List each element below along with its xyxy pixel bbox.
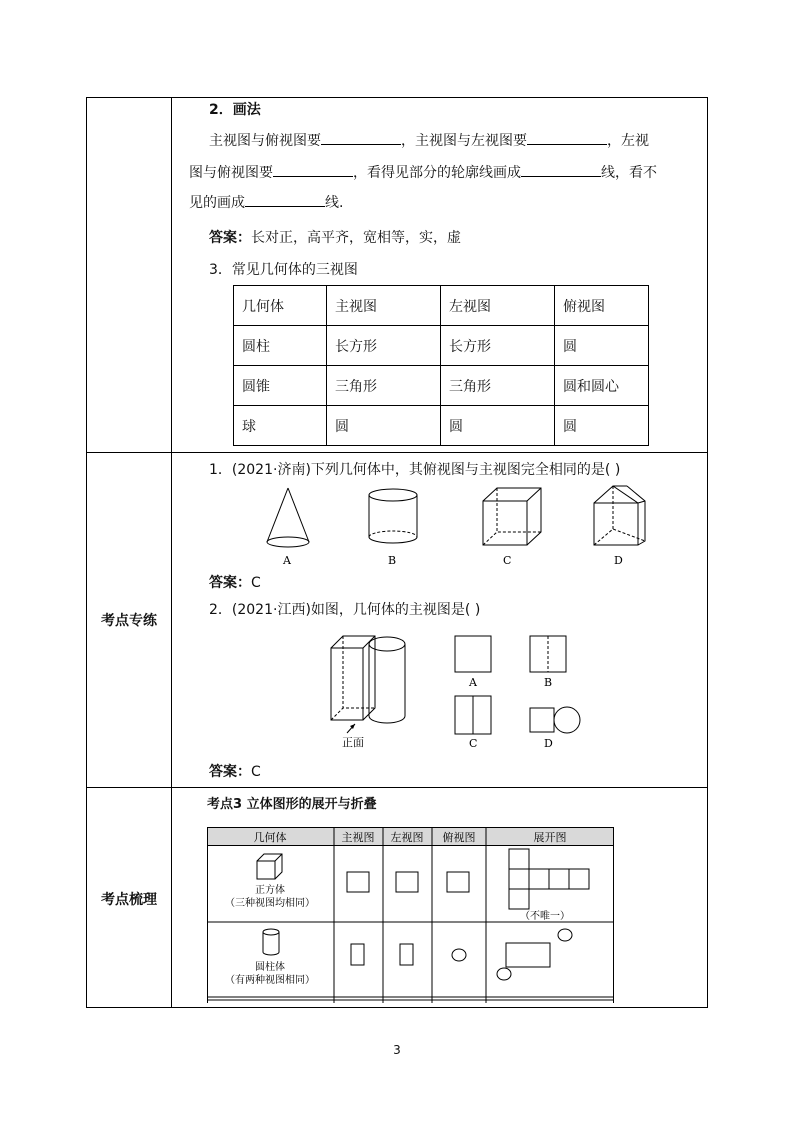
option-d-square	[530, 708, 554, 732]
cylinder-top-view	[452, 949, 466, 961]
three-views-table	[233, 285, 649, 446]
table-cell: 圆	[327, 406, 441, 446]
table-header: 俯视图	[442, 831, 476, 844]
table-cell: 三角形	[327, 366, 441, 406]
option-d-circle	[554, 707, 580, 733]
option-label: C	[469, 737, 478, 750]
option-label: A	[469, 676, 477, 689]
table-cell: 长方形	[441, 326, 555, 366]
table-header: 左视图	[441, 286, 555, 326]
cube-top-view	[447, 872, 469, 892]
table-cell: 圆	[555, 326, 649, 366]
common-heading: 3．常见几何体的三视图	[209, 262, 358, 278]
option-label: B	[388, 554, 397, 567]
option-label: A	[283, 554, 291, 567]
method-answer: 答案：长对正，高平齐，宽相等，实，虚	[209, 230, 461, 246]
expansion-table	[207, 827, 617, 1005]
cube-left-view	[396, 872, 418, 892]
cube-name: 正方体	[255, 885, 285, 896]
table-cell: 三角形	[441, 366, 555, 406]
method-line-2: 图与俯视图要 ，看得见部分的轮廓线画成 线，看不	[189, 162, 657, 183]
cylinder-figure	[369, 489, 417, 543]
q2-figures	[317, 630, 597, 752]
table-header: 主视图	[327, 286, 441, 326]
table-cell: 圆	[555, 406, 649, 446]
cylinder-front-view	[351, 944, 364, 965]
row-divider	[87, 787, 707, 788]
table-header: 左视图	[390, 831, 424, 844]
combined-solid-figure	[331, 636, 405, 733]
table-header: 主视图	[341, 831, 375, 844]
cube-front-view	[347, 872, 369, 892]
table-header: 几何体	[234, 286, 327, 326]
page-number: 3	[393, 1043, 401, 1057]
small-cube-figure	[257, 854, 282, 879]
table-cell: 圆和圆心	[555, 366, 649, 406]
cube-note: （三种视图均相同）	[225, 898, 315, 909]
table-cell: 圆	[441, 406, 555, 446]
cube-net-note: （不唯一）	[520, 911, 570, 922]
review-row-label: 考点梳理	[101, 892, 157, 908]
q1-answer: 答案：C	[209, 575, 261, 591]
q2-answer: 答案：C	[209, 764, 261, 780]
prism-figure	[594, 486, 645, 545]
cone-figure	[267, 488, 309, 547]
table-header: 展开图	[533, 831, 567, 844]
table-cell: 球	[234, 406, 327, 446]
column-divider	[171, 98, 172, 1007]
cylinder-name: 圆柱体	[255, 962, 285, 973]
option-a-square	[455, 636, 491, 672]
table-cell: 长方形	[327, 326, 441, 366]
cylinder-note: （有两种视图相同）	[225, 975, 315, 986]
front-label: 正面	[342, 736, 364, 749]
practice-row-label: 考点专练	[101, 613, 157, 629]
method-line-1: 主视图与俯视图要 ，主视图与左视图要 ，左视	[209, 130, 649, 151]
small-cylinder-figure	[263, 929, 279, 955]
q2-text: 2．(2021·江西)如图，几何体的主视图是( )	[209, 602, 481, 618]
cylinder-net-figure	[497, 929, 572, 980]
cube-net-figure	[509, 849, 589, 909]
row-divider	[87, 452, 707, 453]
table-cell: 圆锥	[234, 366, 327, 406]
option-label: D	[544, 737, 553, 750]
method-heading: 2．画法	[209, 102, 261, 118]
table-header: 几何体	[253, 831, 287, 844]
cube-figure	[483, 488, 541, 545]
option-label: C	[503, 554, 512, 567]
table-cell: 圆柱	[234, 326, 327, 366]
table-header: 俯视图	[555, 286, 649, 326]
cylinder-left-view	[400, 944, 413, 965]
main-table	[86, 97, 708, 1008]
q1-text: 1．(2021·济南)下列几何体中，其俯视图与主视图完全相同的是( )	[209, 462, 621, 478]
option-label: D	[614, 554, 623, 567]
option-label: B	[544, 676, 553, 689]
q1-figures	[247, 483, 687, 571]
review-heading: 考点3 立体图形的展开与折叠	[207, 797, 377, 812]
method-line-3: 见的画成 线.	[189, 192, 343, 213]
